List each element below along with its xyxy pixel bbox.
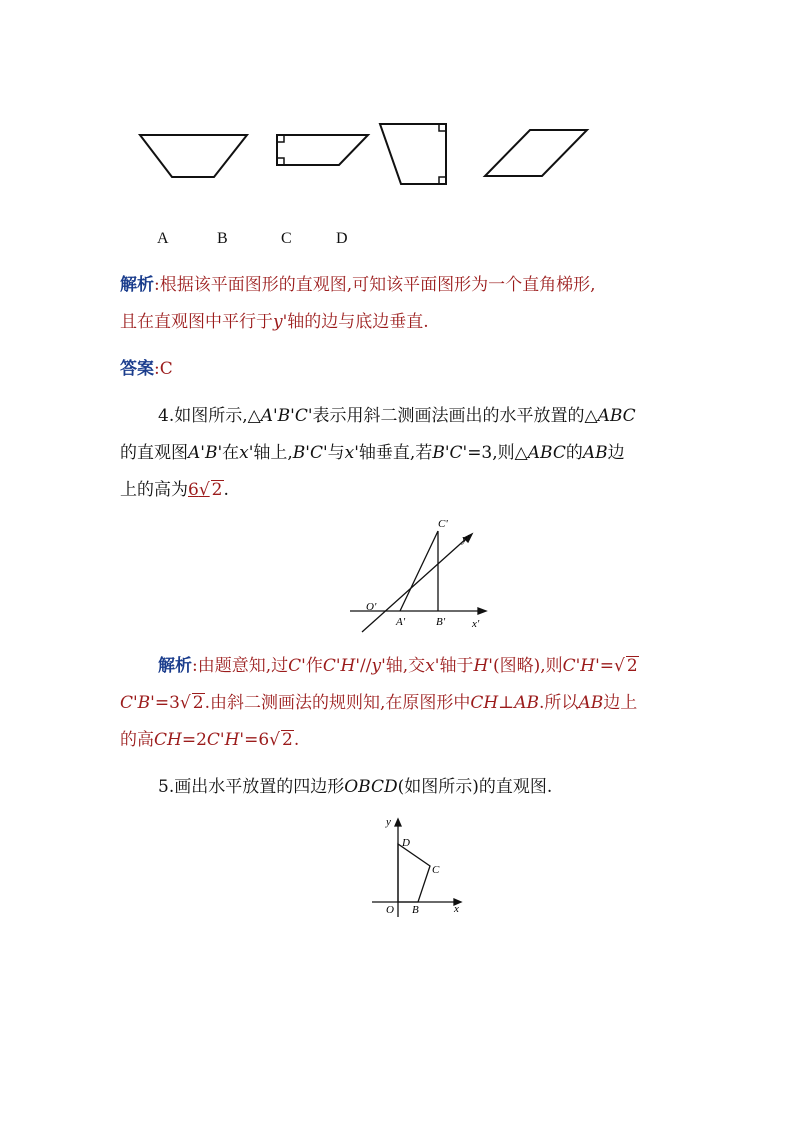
q4-explanation-line3: 的高CH=2C'H'=6√ 2.: [120, 730, 300, 750]
option-a-label: A: [157, 230, 169, 247]
q4-explanation-line1: 解析:由题意知,过C'作C'H'//y'轴,交x'轴于H'(图略),则C'H'=√ 2: [158, 656, 638, 676]
label-d: D: [402, 837, 410, 849]
q5-figure: [366, 812, 476, 922]
q4-figure: [340, 515, 500, 635]
figure-b-right-angle-mark-bottom: [277, 158, 284, 165]
y-axis: [362, 537, 468, 632]
x-axis-arrow: [478, 608, 486, 614]
figure-b-right-angle-mark-top: [277, 135, 284, 142]
q4-line1: 4.如图所示,△A'B'C'表示用斜二测画法画出的水平放置的△ABC: [158, 406, 636, 426]
label-x-prime: x': [472, 618, 480, 630]
option-b-label: B: [217, 230, 228, 247]
figure-d-parallelogram: [485, 130, 587, 176]
figure-a-trapezoid: [140, 135, 247, 177]
q3-explanation-line1: 解析:根据该平面图形的直观图,可知该平面图形为一个直角梯形,: [120, 275, 596, 295]
label-b-prime: B': [436, 616, 446, 628]
q4-line2: 的直观图A'B'在x'轴上,B'C'与x'轴垂直,若B'C'=3,则△ABC的AB边: [120, 443, 625, 463]
q4-explanation-line2: C'B'=3√ 2.由斜二测画法的规则知,在原图形中CH⊥AB.所以AB边上: [120, 693, 638, 713]
label-c-prime: C': [438, 518, 448, 530]
q3-explain-label: 解析: [120, 275, 154, 295]
segment-a-c: [400, 531, 438, 611]
q4-line3: 上的高为6√ 2.: [120, 480, 229, 500]
figure-c-right-angle-mark-top: [439, 124, 446, 131]
y-axis-arrow: [395, 819, 401, 826]
q4-answer: 6√ 2: [188, 480, 223, 500]
quadrilateral-obcd: [398, 844, 430, 902]
label-o: O: [386, 904, 394, 916]
label-a-prime: A': [396, 616, 406, 628]
q3-answer-value: :C: [154, 359, 173, 379]
label-y-prime: y': [462, 533, 470, 545]
option-d-label: D: [336, 230, 348, 247]
label-o-prime: O': [366, 601, 377, 613]
label-y: y: [386, 816, 391, 828]
label-c: C: [432, 864, 440, 876]
figure-c-right-angle-mark-bottom: [439, 177, 446, 184]
q3-explanation-line2: 且在直观图中平行于y'轴的边与底边垂直.: [120, 312, 429, 332]
q3-answer-label: 答案: [120, 359, 154, 379]
q3-answer: [120, 357, 173, 381]
figure-b-right-trapezoid: [277, 135, 368, 165]
option-figures: [0, 0, 794, 200]
label-b: B: [412, 904, 419, 916]
q5-text: 5.画出水平放置的四边形OBCD(如图所示)的直观图.: [158, 777, 553, 797]
label-x: x: [454, 903, 459, 915]
option-c-label: C: [281, 230, 292, 247]
q4-explain-label: 解析: [158, 656, 192, 676]
figure-c-right-trapezoid: [380, 124, 446, 184]
